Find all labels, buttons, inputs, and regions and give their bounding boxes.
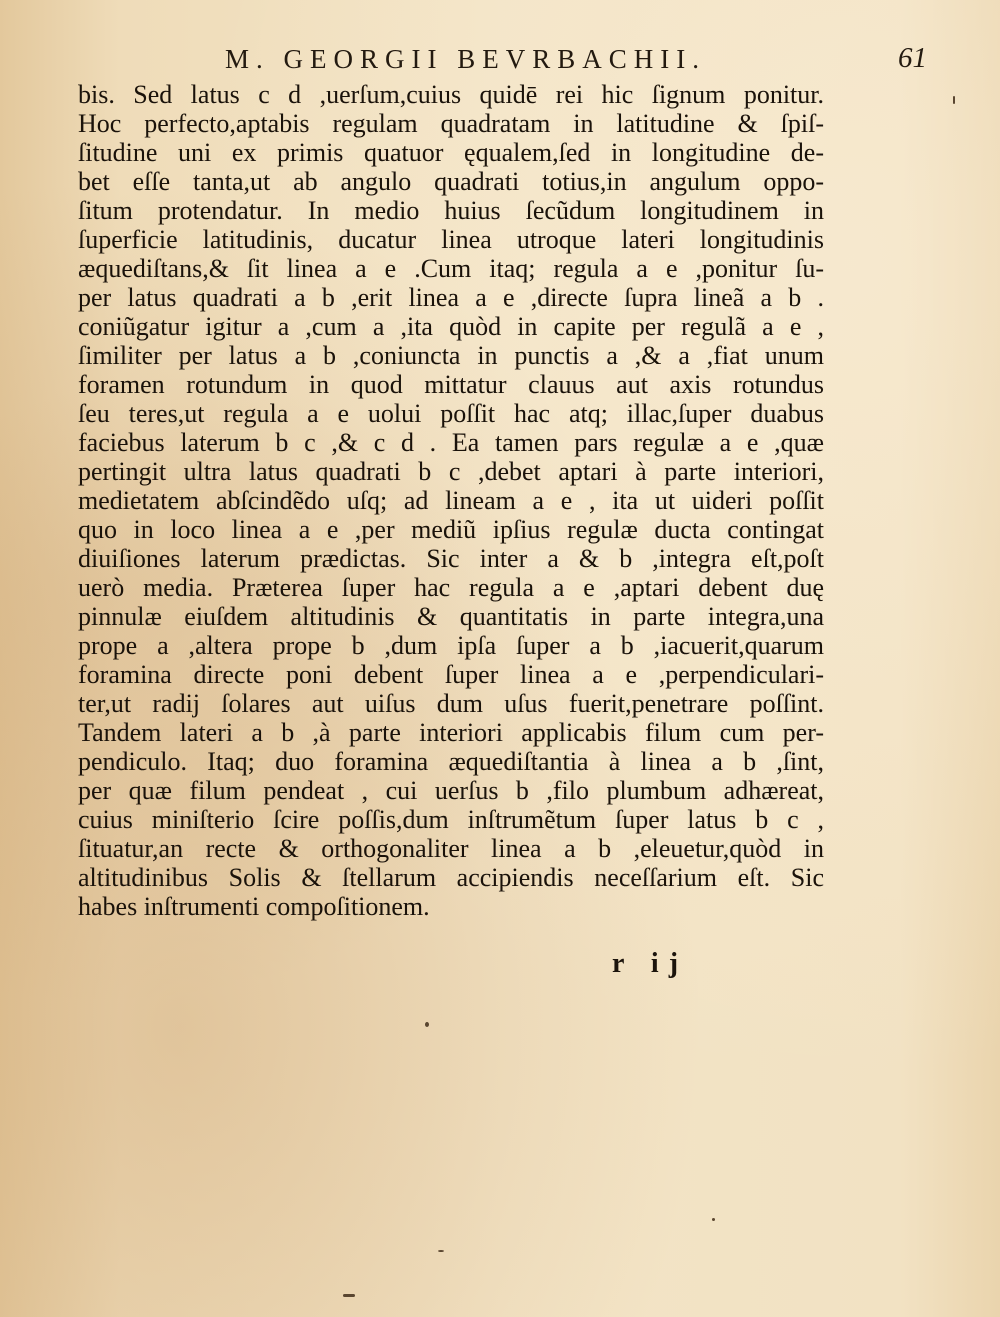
text-line: coniũgatur igitur a ,cum a ,ita quòd in capite per regulã a e , <box>78 312 824 341</box>
text-line: ſitudine uni ex primis quatuor ęqualem,ſed in longitudine de- <box>78 138 824 167</box>
ink-speck <box>438 1250 444 1252</box>
ink-speck <box>343 1294 355 1297</box>
text-line: medietatem abſcindẽdo uſq; ad lineam a e , ita ut uideri poſſit <box>78 486 824 515</box>
text-line: diuiſiones laterum prædictas. Sic inter a & b ,integra eſt,poſt <box>78 544 824 573</box>
text-line: ſimiliter per latus a b ,coniuncta in punctis a ,& a ,fiat unum <box>78 341 824 370</box>
running-head: M. GEORGII BEVRBACHII. <box>225 44 706 74</box>
ink-speck <box>425 1022 429 1027</box>
text-line: ſuperficie latitudinis, ducatur linea utroque lateri longitudinis <box>78 225 824 254</box>
text-line: bet eſſe tanta,ut ab angulo quadrati totius,in angulum oppo- <box>78 167 824 196</box>
text-line: Tandem lateri a b ,à parte interiori applicabis filum cum per- <box>78 718 824 747</box>
ink-speck <box>712 1218 715 1221</box>
text-line: cuius miniſterio ſcire poſſis,dum inſtrumẽtum ſuper latus b c , <box>78 805 824 834</box>
text-line: ſeu teres,ut regula a e uolui poſſit hac atq; illac,ſuper duabus <box>78 399 824 428</box>
text-line: habes inſtrumenti compoſitionem. <box>78 892 430 921</box>
text-line: ſituatur,an recte & orthogonaliter linea a b ,eleuetur,quòd in <box>78 834 824 863</box>
text-line: foramina directe poni debent ſuper linea a e ,perpendiculari- <box>78 660 824 689</box>
text-line: bis. Sed latus c d ,uerſum,cuius quidē rei hic ſignum ponitur. <box>78 80 824 109</box>
text-line: ſitum protendatur. In medio huius ſecũdum longitudinem in <box>78 196 824 225</box>
text-line: pertingit ultra latus quadrati b c ,debet aptari à parte interiori, <box>78 457 824 486</box>
body-text <box>78 80 824 921</box>
text-line: per quæ filum pendeat , cui uerſus b ,filo plumbum adhæreat, <box>78 776 824 805</box>
text-line: per latus quadrati a b ,erit linea a e ,directe ſupra lineã a b . <box>78 283 824 312</box>
text-line: ter,ut radij ſolares aut uiſus dum uſus fuerit,penetrare poſſint. <box>78 689 824 718</box>
signature-mark: r ij <box>612 948 689 979</box>
text-line: faciebus laterum b c ,& c d . Ea tamen pars regulæ a e ,quæ <box>78 428 824 457</box>
page-number: 61 <box>898 42 927 74</box>
text-line: foramen rotundum in quod mittatur clauus aut axis rotundus <box>78 370 824 399</box>
text-line: prope a ,altera prope b ,dum ipſa ſuper a b ,iacuerit,quarum <box>78 631 824 660</box>
text-line: Hoc perfecto,aptabis regulam quadratam in latitudine & ſpiſ- <box>78 109 824 138</box>
text-line: quo in loco linea a e ,per mediũ ipſius regulæ ducta contingat <box>78 515 824 544</box>
text-line: pinnulæ eiuſdem altitudinis & quantitatis in parte integra,una <box>78 602 824 631</box>
text-line: uerò media. Præterea ſuper hac regula a e ,aptari debent duę <box>78 573 824 602</box>
ink-speck <box>953 96 955 104</box>
text-line: æquediſtans,& ſit linea a e .Cum itaq; regula a e ,ponitur ſu- <box>78 254 824 283</box>
text-line: altitudinibus Solis & ſtellarum accipiendis neceſſarium eſt. Sic <box>78 863 824 892</box>
text-line: pendiculo. Itaq; duo foramina æquediſtantia à linea a b ,ſint, <box>78 747 824 776</box>
